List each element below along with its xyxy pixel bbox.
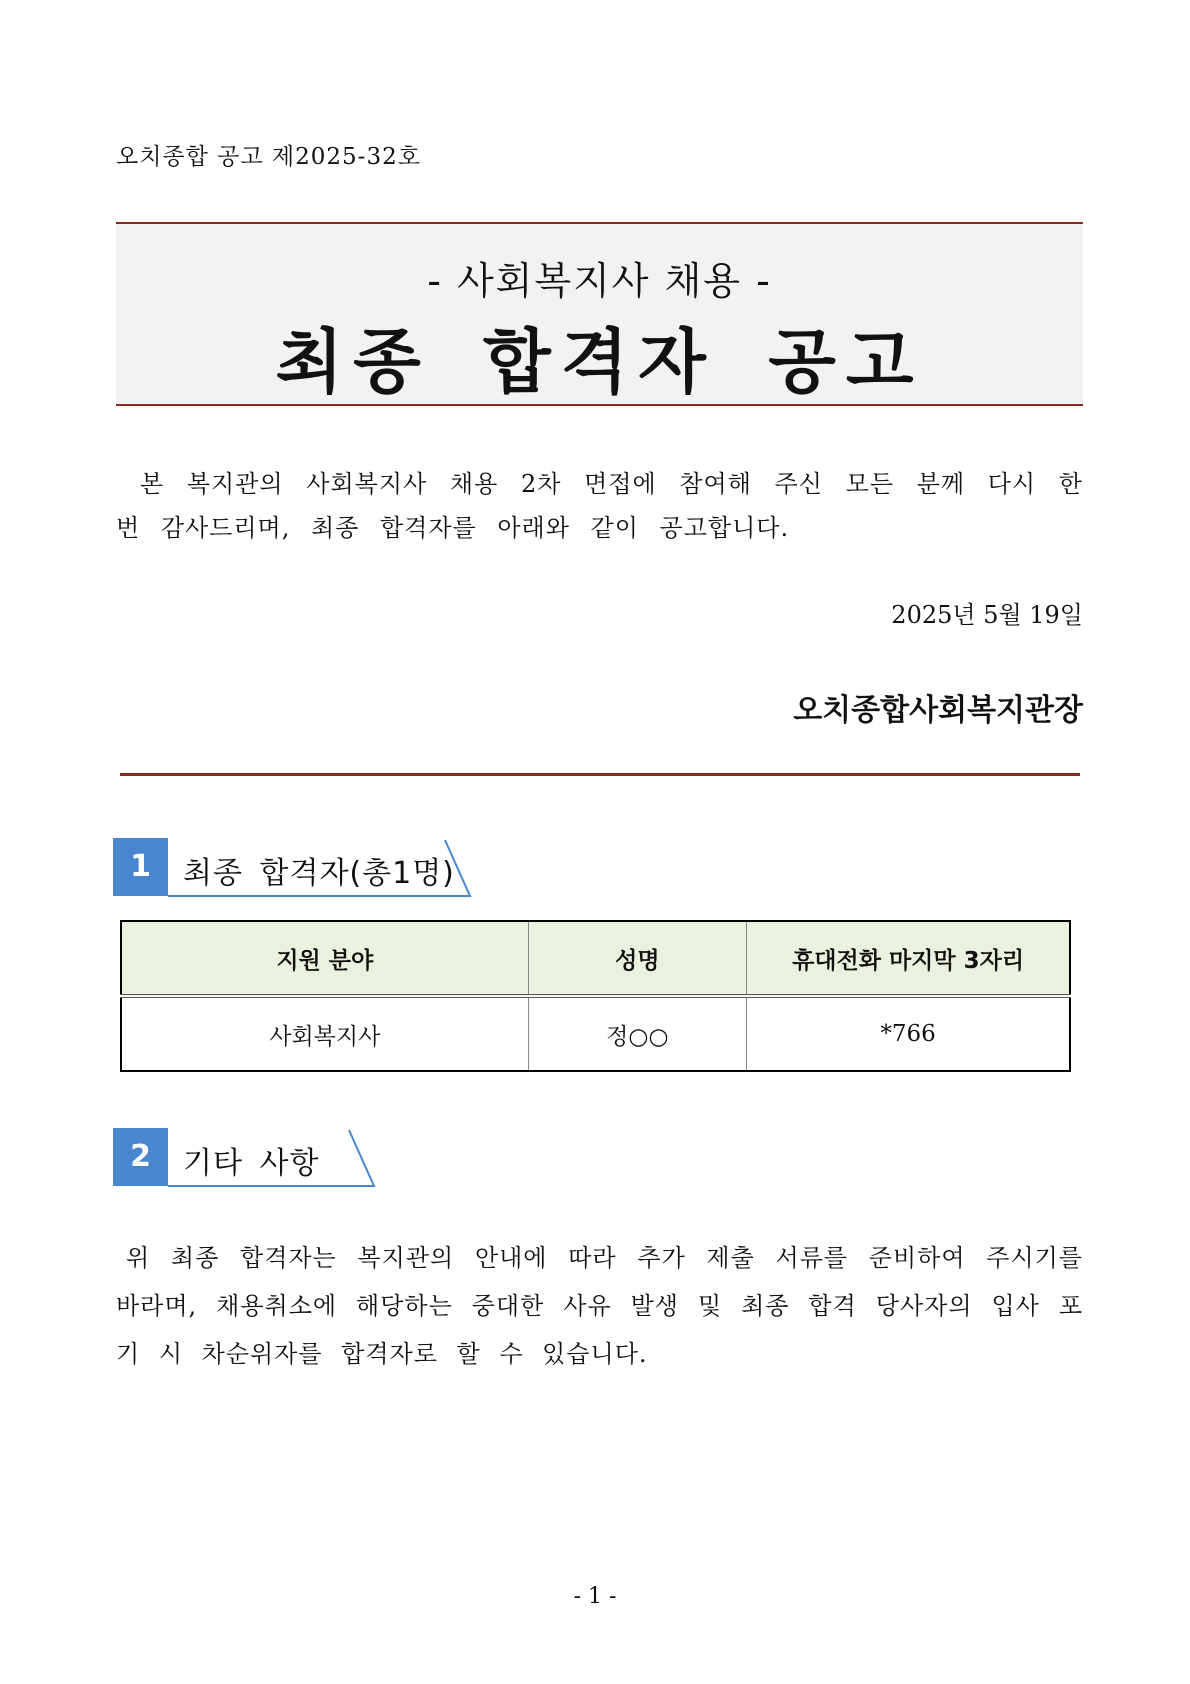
result-table	[120, 920, 1071, 1072]
page-title: 최종 합격자 공고	[275, 321, 924, 403]
cell-field: 사회복지사	[121, 996, 528, 1071]
announcement-date: 2025년 5월 19일	[891, 601, 1083, 629]
announcement-number: 오치종합 공고 제2025-32호	[116, 144, 421, 170]
note-paragraph	[116, 1234, 1083, 1378]
header-field: 지원 분야	[121, 921, 528, 996]
section-1-title: 최종 합격자(총1명)	[183, 856, 455, 891]
intro-paragraph	[116, 462, 1083, 550]
intro-text: 본 복지관의 사회복지사 채용 2차 면접에 참여해 주신 모든 분께 다시 한번 감사드리며, 최종 합격자를 아래와 같이 공고합니다.	[116, 470, 1083, 542]
cell-phone: *766	[747, 996, 1070, 1071]
header-name: 성명	[528, 921, 747, 996]
organization-name: 오치종합사회복지관장	[793, 693, 1083, 728]
cell-name: 정○○	[528, 996, 747, 1071]
section-1-number: 1	[113, 838, 168, 896]
note-text: 위 최종 합격자는 복지관의 안내에 따라 추가 제출 서류를 준비하여 주시기를 바라며, 채용취소에 해당하는 중대한 사유 발생 및 최종 합격 당사자의 입사 포기 시 차순위자를 합격자로 할 수 있습니다.	[116, 1244, 1083, 1368]
section-2-number: 2	[113, 1128, 168, 1186]
section-2-title: 기타 사항	[183, 1146, 320, 1181]
table-header-row	[121, 921, 1070, 996]
divider	[120, 773, 1080, 776]
table-row	[121, 996, 1070, 1071]
section-2-header	[113, 1128, 378, 1186]
header-phone: 휴대전화 마지막 3자리	[747, 921, 1070, 996]
title-box	[116, 222, 1083, 406]
page-number: - 1 -	[573, 1584, 617, 1609]
section-1-header	[113, 838, 473, 896]
subtitle: - 사회복지사 채용 -	[427, 259, 772, 303]
